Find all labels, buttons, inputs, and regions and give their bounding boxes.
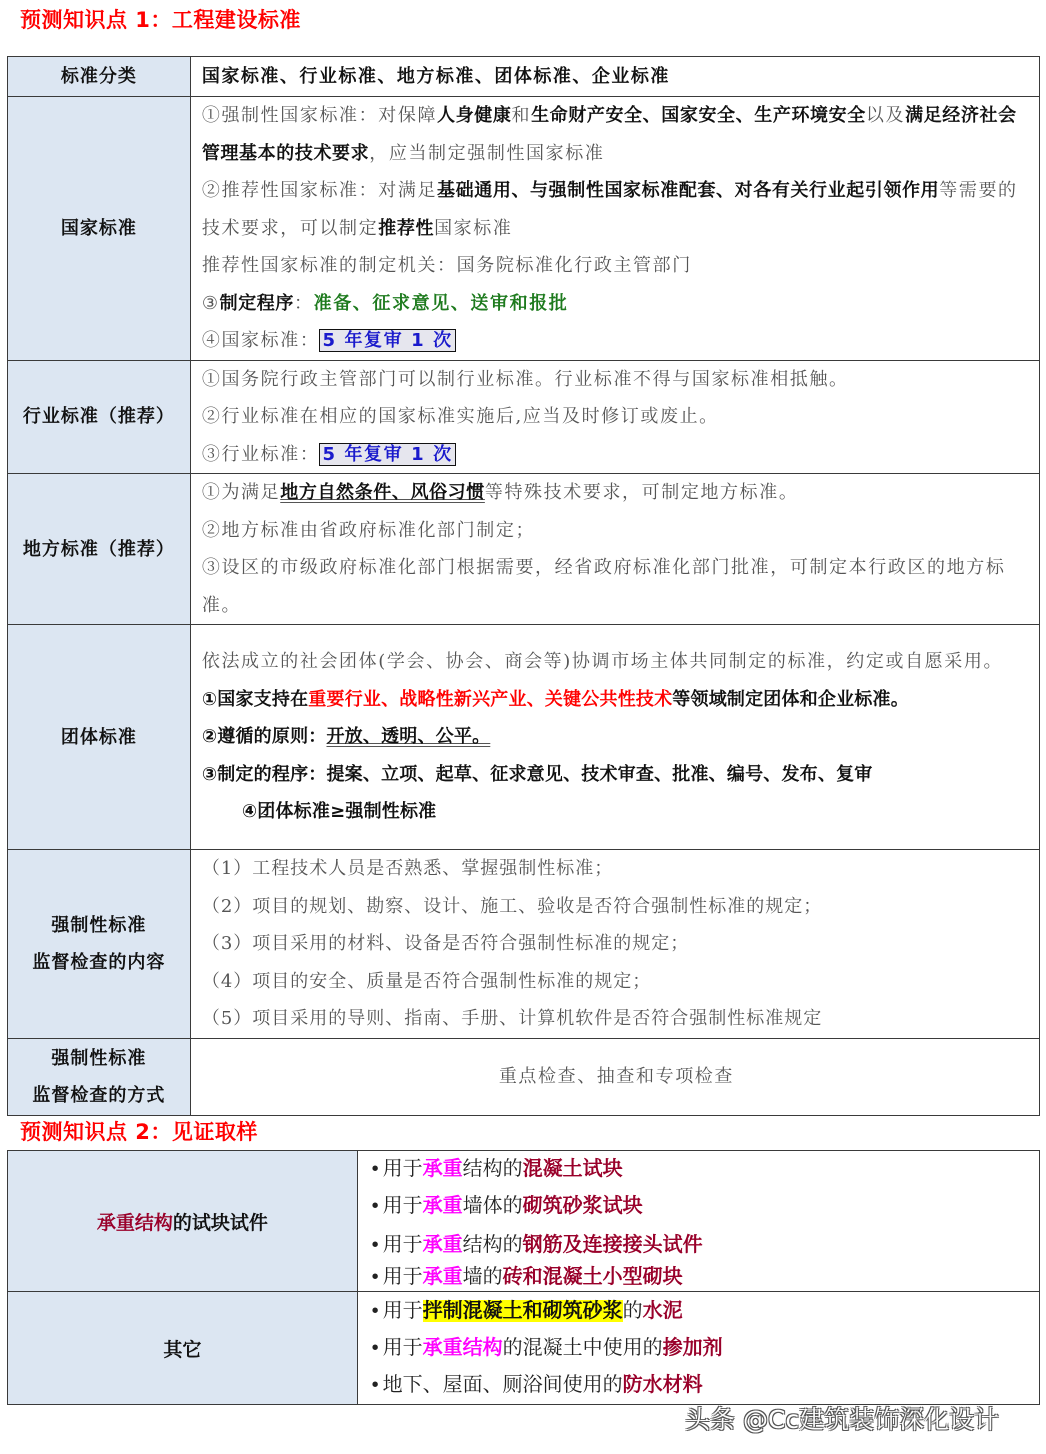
label-classification: 标准分类 <box>8 57 191 97</box>
national-line-2: ②推荐性国家标准：对满足基础通用、与强制性国家标准配套、对各有关行业起引领作用等需要的技术要求，可以制定推荐性国家标准 <box>201 180 1018 239</box>
label-others: 其它 <box>8 1292 358 1405</box>
witness-sampling-table <box>7 1150 1040 1405</box>
row-supervision-method <box>8 1038 1040 1115</box>
local-content: ①为满足地方自然条件、风俗习惯等特殊技术要求，可制定地方标准。 ②地方标准由省政府标准化部门制定； ③设区的市级政府标准化部门根据需要，经省政府标准化部门批准，可制定本行政区的地方标准。 <box>190 474 1039 625</box>
national-line-4: ③制定程序：准备、征求意见、送审和报批 <box>201 292 569 314</box>
row-industry <box>8 360 1040 474</box>
list-item: （2）项目的规划、勘察、设计、施工、验收是否符合强制性标准的规定； <box>201 895 823 917</box>
list-item: • 用于承重结构的混凝土试块 <box>371 1158 623 1180</box>
list-item: • 地下、屋面、厕浴间使用的防水材料 <box>371 1373 703 1396</box>
group-content: 依法成立的社会团体(学会、协会、商会等)协调市场主体共同制定的标准，约定或自愿采用。 ①国家支持在重要行业、战略性新兴产业、关键公共性技术等领域制定团体和企业标准。 ②遵循的原则：开放、透明、公平。 ③制定的程序：提案、立项、起草、征求意见、技术审查、批准、编号、发布、复审 ④团体标准≥强制性标准 <box>190 625 1039 850</box>
list-item: （1）工程技术人员是否熟悉、掌握强制性标准； <box>201 858 614 879</box>
national-content <box>190 97 1039 361</box>
list-item: • 用于拌制混凝土和砌筑砂浆的水泥 <box>371 1299 683 1322</box>
industry-content: ①国务院行政主管部门可以制行业标准。行业标准不得与国家标准相抵触。 ②行业标准在相应的国家标准实施后,应当及时修订或废止。 ③行业标准： 5 年复审 1 次 <box>190 360 1039 474</box>
row-load-bearing <box>8 1151 1040 1292</box>
label-supervision-method: 强制性标准 监督检查的方式 <box>8 1038 191 1115</box>
section-2-title: 预测知识点 2：见证取样 <box>20 1120 258 1144</box>
supervision-content-list <box>190 850 1039 1039</box>
row-group <box>8 625 1040 850</box>
list-item: • 用于承重结构的钢筋及连接接头试件 <box>371 1234 703 1256</box>
standards-table <box>7 56 1040 1116</box>
list-item: • 用于承重结构的混凝土中使用的掺加剂 <box>371 1336 723 1359</box>
label-national: 国家标准 <box>8 97 191 361</box>
national-line-1: ①强制性国家标准：对保障人身健康和生命财产安全、国家安全、生产环境安全以及满足经济社会管理基本的技术要求，应当制定强制性国家标准 <box>201 105 1017 164</box>
list-item: • 用于承重墙的砖和混凝土小型砌块 <box>371 1266 683 1288</box>
national-line-3: 推荐性国家标准的制定机关：国务院标准化行政主管部门 <box>201 255 692 276</box>
national-line-5: ④国家标准： 5 年复审 1 次 <box>202 322 1031 360</box>
load-bearing-list <box>357 1151 1039 1292</box>
list-item: （4）项目的安全、质量是否符合强制性标准的规定； <box>201 970 652 992</box>
row-classification <box>8 57 1040 97</box>
label-local: 地方标准（推荐） <box>8 474 191 625</box>
others-list <box>357 1292 1039 1405</box>
label-supervision-content: 强制性标准 监督检查的内容 <box>8 850 191 1039</box>
section-1-title: 预测知识点 1：工程建设标准 <box>20 8 301 32</box>
watermark: 头条 @Cc建筑装饰深化设计 <box>685 1405 1000 1434</box>
row-national <box>8 97 1040 361</box>
row-supervision-content <box>8 850 1040 1039</box>
list-item: • 用于承重墙体的砌筑砂浆试块 <box>371 1195 643 1217</box>
row-others <box>8 1292 1040 1405</box>
label-group: 团体标准 <box>8 625 191 850</box>
review-cycle-badge: 5 年复审 1 次 <box>319 329 455 352</box>
label-industry: 行业标准（推荐） <box>8 360 191 474</box>
supervision-method-value: 重点检查、抽查和专项检查 <box>190 1038 1039 1115</box>
list-item: （3）项目采用的材料、设备是否符合强制性标准的规定； <box>201 933 690 954</box>
row-local <box>8 474 1040 625</box>
review-cycle-badge: 5 年复审 1 次 <box>319 443 455 466</box>
classification-value: 国家标准、行业标准、地方标准、团体标准、企业标准 <box>201 65 670 87</box>
list-item: （5）项目采用的导则、指南、手册、计算机软件是否符合强制性标准规定 <box>201 1008 823 1029</box>
label-load-bearing: 承重结构的试块试件 <box>8 1151 358 1292</box>
